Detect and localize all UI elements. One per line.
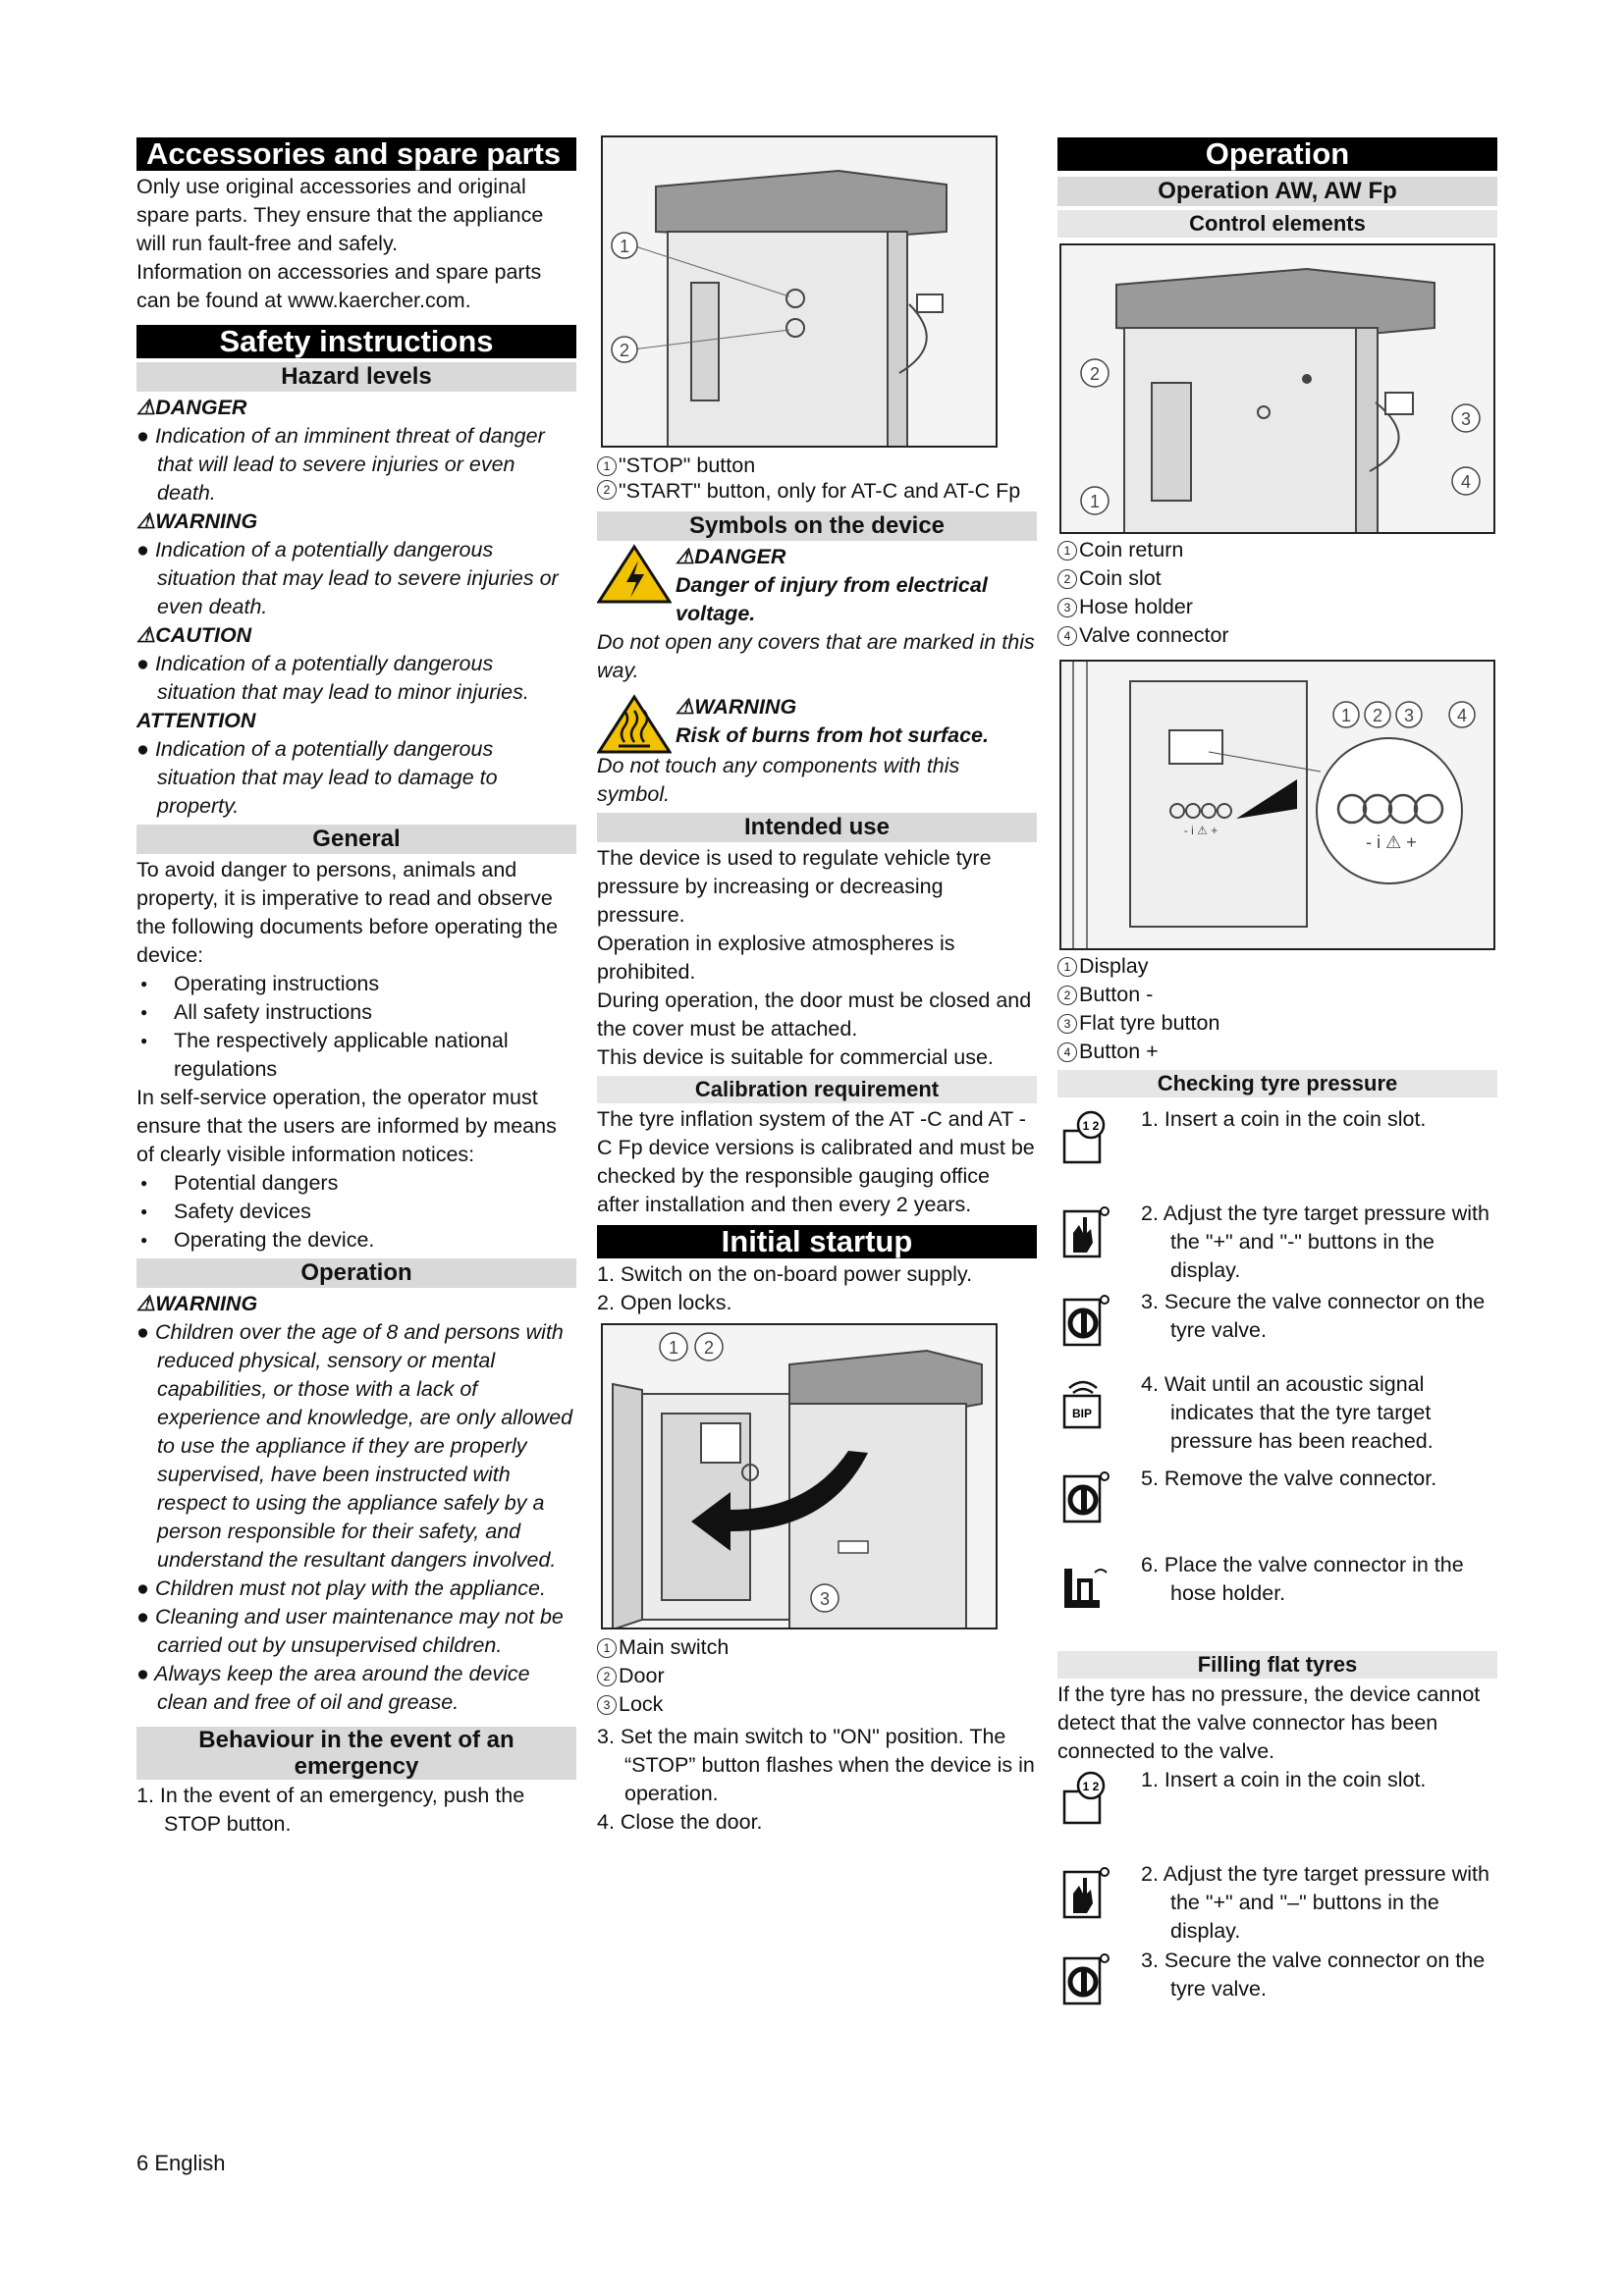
coin-label: 1 2: [1082, 1780, 1100, 1793]
accessories-text: Only use original accessories and original spare parts. They ensure that the appliance will run fault-free and safely.: [136, 175, 544, 255]
legend-item: 2 "START" button, only for AT-C and AT-C Fp: [597, 480, 1037, 502]
callout-number: 4: [1456, 706, 1468, 725]
control-elements-illustration: [1061, 245, 1495, 534]
startup-step: 2. Open locks.: [597, 1291, 732, 1314]
heading-general: General: [136, 825, 576, 854]
legend-number: 3: [597, 1695, 617, 1715]
legend-number: 2: [1057, 569, 1077, 589]
general-intro: To avoid danger to persons, animals and property, it is imperative to read and observe the following documents before operating the device:: [136, 858, 559, 967]
heading-checking-tyre-pressure: Checking tyre pressure: [1057, 1070, 1497, 1097]
legend-item: 2 Button -: [1057, 981, 1497, 1009]
device-illustration: [603, 137, 998, 448]
calibration-text: The tyre inflation system of the AT -C and AT -C Fp device versions is calibrated and must be checked by the responsible gauging office after installation and then every 2 years.: [597, 1107, 1035, 1216]
adjust-pressure-icon: [1061, 1864, 1110, 1919]
callout-number: 1: [1340, 706, 1352, 725]
operation-warning-item: ● Children over the age of 8 and persons with reduced physical, sensory or mental capabilities, or those with a lack of experience and knowledge, are only allowed to use the appliance if they are properly supervised, have been instructed with respect to using the appliance safely by a person responsible for their safety, and understand the resultant dangers involved.: [136, 1320, 573, 1572]
legend-item: 1 "STOP" button: [597, 452, 1037, 480]
legend-number: 2: [597, 1667, 617, 1686]
legend-item: 1 Coin return: [1057, 536, 1497, 564]
general-self-service: In self-service operation, the operator must ensure that the users are informed by means of clearly visible information notices:: [136, 1086, 557, 1166]
callout-number: 3: [1403, 706, 1415, 725]
legend-number: 3: [1057, 598, 1077, 617]
operation-warning-label: ⚠WARNING: [136, 1292, 258, 1315]
warning-text: ● Indication of a potentially dangerous situation that may lead to severe injuries or even death.: [136, 538, 559, 618]
heading-symbols: Symbols on the device: [597, 511, 1037, 541]
callout-number: 3: [1460, 409, 1472, 429]
caution-text: ● Indication of a potentially dangerous situation that may lead to minor injuries.: [136, 652, 529, 704]
heading-accessories: Accessories and spare parts: [136, 137, 576, 171]
callout-number: 2: [1372, 706, 1383, 725]
legend-number: 1: [597, 1638, 617, 1658]
symbol-electrical-danger: ⚠DANGER Danger of injury from electrical voltage.: [597, 543, 1037, 628]
callout-number: 2: [703, 1338, 715, 1358]
legend-number: 3: [1057, 1014, 1077, 1034]
legend-item: 2 Door: [597, 1662, 1037, 1690]
callout-number: 4: [1460, 472, 1472, 492]
step-item: 1 2 1. Insert a coin in the coin slot.: [1057, 1105, 1497, 1200]
heading-control-elements: Control elements: [1057, 210, 1497, 238]
coin-label: 1 2: [1082, 1119, 1100, 1133]
list-item: ● Operating the device.: [136, 1226, 576, 1255]
acoustic-signal-icon: [1061, 1374, 1110, 1429]
intended-text: The device is used to regulate vehicle tyre pressure by increasing or decreasing pressure.: [597, 846, 992, 927]
callout-number: 2: [619, 341, 630, 360]
legend-item: 3 Lock: [597, 1690, 1037, 1719]
heading-initial-startup: Initial startup: [597, 1225, 1037, 1258]
heading-calibration: Calibration requirement: [597, 1076, 1037, 1103]
valve-connector-icon: [1061, 1292, 1110, 1347]
list-item: ● All safety instructions: [136, 998, 576, 1027]
hose-holder-icon: [1061, 1555, 1110, 1610]
callout-number: 2: [1089, 364, 1101, 384]
heading-operation-main: Operation: [1057, 137, 1497, 171]
legend-number: 2: [597, 480, 617, 500]
accessories-link-text: Information on accessories and spare parts can be found at www.kaercher.com.: [136, 260, 542, 312]
heading-operation: Operation: [136, 1258, 576, 1288]
emergency-step: 1. In the event of an emergency, push the STOP button.: [136, 1784, 525, 1836]
list-item: ● Potential dangers: [136, 1169, 576, 1198]
callout-number: 1: [668, 1338, 679, 1358]
danger-text: ● Indication of an imminent threat of danger that will lead to severe injuries or even death.: [136, 424, 545, 505]
intended-text: Operation in explosive atmospheres is prohibited.: [597, 932, 955, 984]
operation-warning-item: ● Always keep the area around the device clean and free of oil and grease.: [136, 1662, 530, 1714]
hot-surface-icon: [597, 693, 672, 754]
step-item: 3. Secure the valve connector on the tyre valve.: [1057, 1947, 1497, 2005]
symbol-danger-text: Do not open any covers that are marked in this way.: [597, 630, 1035, 682]
column-middle: [597, 135, 1037, 1837]
step-item: 1 2 1. Insert a coin in the coin slot.: [1057, 1766, 1497, 1860]
caution-label: ⚠CAUTION: [136, 623, 252, 647]
attention-label: ATTENTION: [136, 709, 256, 732]
high-voltage-icon: [597, 543, 672, 604]
figure-display-panel: [1059, 660, 1495, 950]
adjust-pressure-icon: [1061, 1203, 1110, 1258]
legend-number: 1: [597, 456, 617, 476]
symbol-warning-text: Do not touch any components with this symbol.: [597, 754, 960, 806]
legend-item: 3 Hose holder: [1057, 593, 1497, 621]
operation-warning-item: ● Children must not play with the appliance.: [136, 1576, 546, 1600]
intended-text: During operation, the door must be closed and the cover must be attached.: [597, 988, 1032, 1041]
startup-step: 1. Switch on the on-board power supply.: [597, 1262, 973, 1286]
symbol-hot-surface: ⚠WARNING Risk of burns from hot surface.: [597, 693, 1037, 752]
callout-number: 3: [819, 1589, 831, 1609]
list-item: ● The respectively applicable national regulations: [136, 1027, 576, 1084]
legend-item: 3 Flat tyre button: [1057, 1009, 1497, 1038]
remove-valve-icon: [1061, 1468, 1110, 1523]
legend-number: 4: [1057, 1042, 1077, 1062]
heading-filling-flat-tyres: Filling flat tyres: [1057, 1651, 1497, 1679]
legend-item: 4 Valve connector: [1057, 621, 1497, 650]
danger-label: ⚠DANGER: [136, 396, 247, 419]
heading-safety: Safety instructions: [136, 325, 576, 358]
heading-intended-use: Intended use: [597, 813, 1037, 842]
figure-control-elements: [1059, 243, 1495, 534]
callout-number: 1: [1089, 492, 1101, 511]
startup-step: 4. Close the door.: [597, 1810, 763, 1834]
figure-device-buttons: [601, 135, 998, 448]
legend-item: 4 Button +: [1057, 1038, 1497, 1066]
startup-step: 3. Set the main switch to "ON" position. The “STOP” button flashes when the device is in operation.: [597, 1725, 1035, 1805]
legend-number: 1: [1057, 957, 1077, 977]
coin-icon: [1061, 1770, 1110, 1825]
intended-text: This device is suitable for commercial use.: [597, 1045, 994, 1069]
column-left: [136, 135, 576, 1839]
coin-icon: [1061, 1109, 1110, 1164]
column-right: [1057, 135, 1497, 2005]
figure-device-open: [601, 1323, 998, 1629]
step-item: BIP 4. Wait until an acoustic signal indicates that the tyre target pressure has been reached.: [1057, 1370, 1497, 1465]
page-footer: 6 English: [136, 2151, 226, 2175]
legend-number: 2: [1057, 986, 1077, 1005]
warning-label: ⚠WARNING: [136, 509, 258, 533]
panel-label-small: - i ⚠ +: [1183, 824, 1218, 837]
legend-item: 2 Coin slot: [1057, 564, 1497, 593]
list-item: ● Safety devices: [136, 1198, 576, 1226]
display-panel-illustration: [1061, 662, 1495, 950]
step-item: 6. Place the valve connector in the hose holder.: [1057, 1551, 1497, 1647]
legend-item: 1 Main switch: [597, 1633, 1037, 1662]
step-item: 3. Secure the valve connector on the tyre valve.: [1057, 1288, 1497, 1370]
step-item: 2. Adjust the tyre target pressure with the "+" and "-" buttons in the display.: [1057, 1200, 1497, 1288]
step-item: 5. Remove the valve connector.: [1057, 1465, 1497, 1551]
device-open-illustration: [603, 1325, 998, 1629]
callout-number: 1: [619, 237, 630, 256]
list-item: ● Operating instructions: [136, 970, 576, 998]
flat-tyres-text: If the tyre has no pressure, the device cannot detect that the valve connector has been connected to the valve.: [1057, 1682, 1481, 1763]
attention-text: ● Indication of a potentially dangerous situation that may lead to damage to property.: [136, 737, 498, 818]
panel-label-large: - i ⚠ +: [1366, 832, 1417, 852]
heading-emergency: Behaviour in the event of an emergency: [136, 1727, 576, 1780]
heading-operation-aw: Operation AW, AW Fp: [1057, 177, 1497, 206]
legend-number: 1: [1057, 541, 1077, 561]
valve-connector-icon: [1061, 1950, 1110, 2005]
heading-hazard-levels: Hazard levels: [136, 362, 576, 392]
operation-warning-item: ● Cleaning and user maintenance may not be carried out by unsupervised children.: [136, 1605, 564, 1657]
bip-label: BIP: [1071, 1407, 1093, 1420]
legend-number: 4: [1057, 626, 1077, 646]
step-item: 2. Adjust the tyre target pressure with the "+" and "–" buttons in the display.: [1057, 1860, 1497, 1947]
legend-item: 1 Display: [1057, 952, 1497, 981]
